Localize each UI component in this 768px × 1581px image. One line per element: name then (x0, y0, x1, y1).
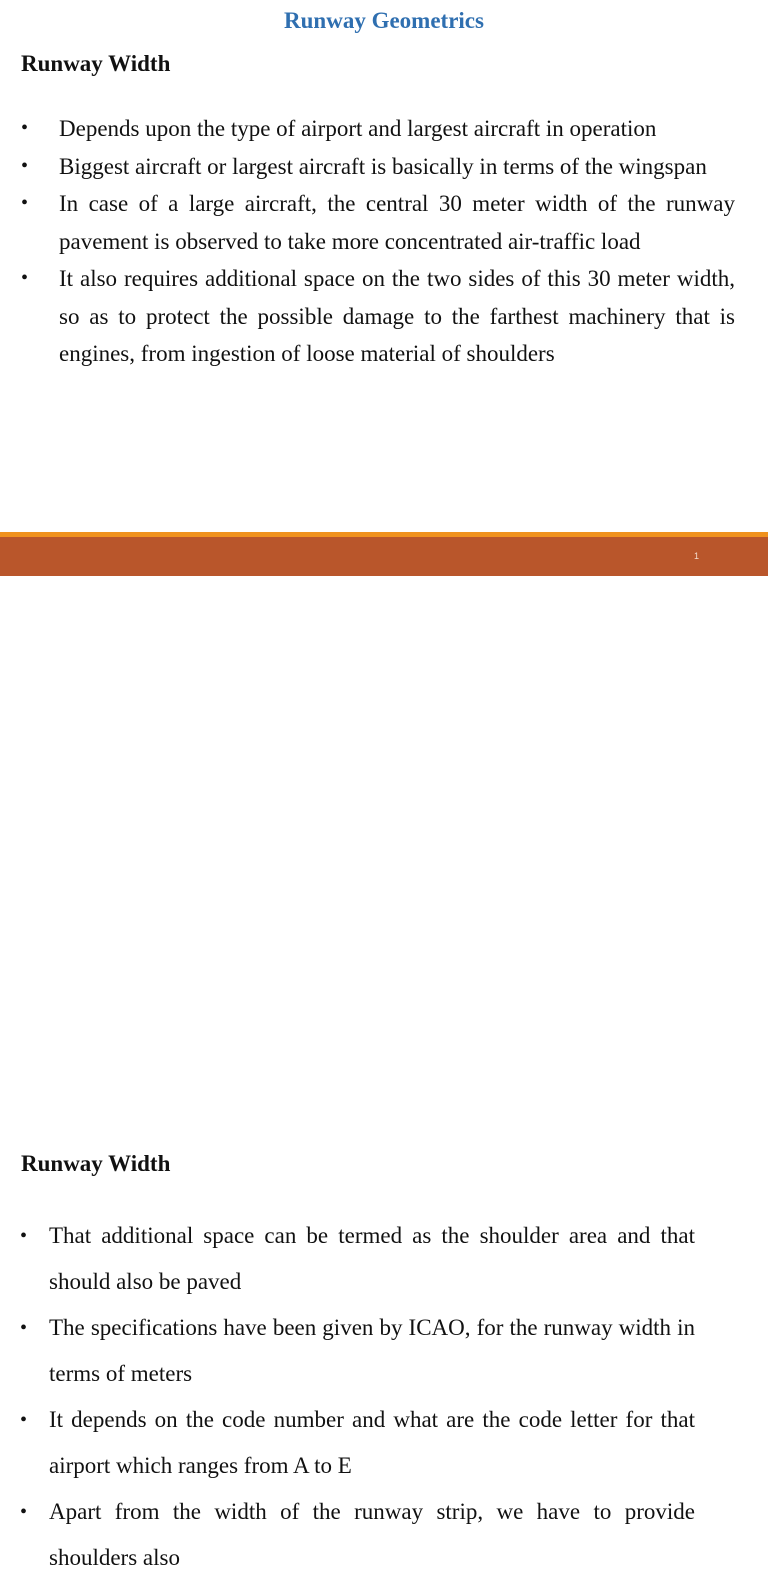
list-item-text: It depends on the code number and what are the code letter for that airport which ranges from A to E (49, 1407, 695, 1478)
list-item (20, 1489, 695, 1581)
list-item-text: That additional space can be termed as the shoulder area and that should also be paved (49, 1223, 695, 1294)
list-item (21, 260, 735, 373)
list-item-text: Biggest aircraft or largest aircraft is basically in terms of the wingspan (59, 153, 707, 179)
list-item (20, 1305, 695, 1397)
bullet-icon: • (21, 117, 29, 139)
list-item-text: The specifications have been given by ICAO, for the runway width in terms of meters (49, 1315, 695, 1386)
list-item-text: Apart from the width of the runway strip, we have to provide shoulders also (49, 1499, 695, 1570)
list-item (20, 1397, 695, 1489)
list-item (21, 148, 735, 186)
slide-1 (0, 0, 768, 532)
bullet-list (21, 110, 735, 373)
section-heading: Runway Width (21, 51, 171, 76)
slide-footer-bar (0, 532, 768, 576)
list-item-text: Depends upon the type of airport and largest aircraft in operation (59, 116, 657, 141)
bullet-icon: • (21, 192, 29, 214)
section-heading: Runway Width (21, 1151, 171, 1176)
bullet-icon: • (21, 267, 29, 289)
bullet-icon: • (21, 154, 29, 177)
page-number: 1 (693, 551, 699, 561)
slide-title: Runway Geometrics (284, 8, 484, 33)
bullet-list (20, 1213, 695, 1581)
bullet-icon: • (20, 1501, 28, 1523)
bullet-icon: • (20, 1317, 28, 1339)
list-item (21, 185, 735, 260)
bullet-icon: • (20, 1409, 28, 1431)
list-item-text: It also requires additional space on the two sides of this 30 meter width, so as to protect the possible damage to the farthest machinery that is engines, from ingestion of loose material of shoulders (59, 266, 735, 366)
list-item-text: In case of a large aircraft, the central 30 meter width of the runway pavement is observed to take more concentrated air-traffic load (59, 191, 735, 254)
bullet-icon: • (20, 1225, 28, 1247)
list-item (20, 1213, 695, 1305)
list-item (21, 110, 735, 148)
